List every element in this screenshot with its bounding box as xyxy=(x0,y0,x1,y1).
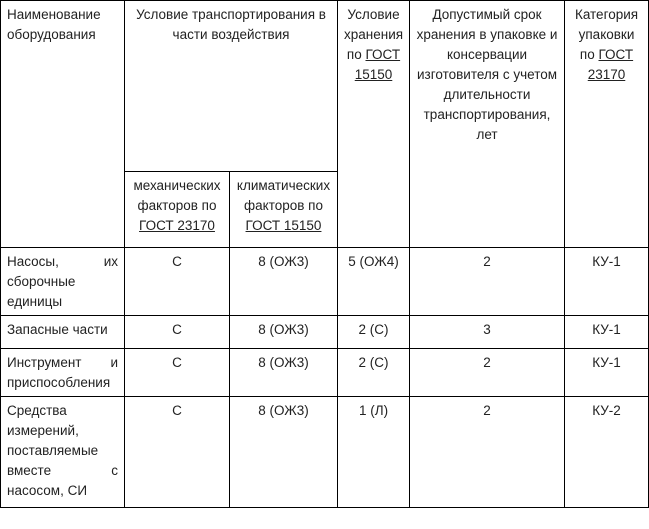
header-row xyxy=(1,1,649,172)
gost-15150-link[interactable]: ГОСТ 15150 xyxy=(245,218,322,233)
cell-equipment-name: Запасные части xyxy=(1,316,125,349)
cell-climatic: 8 (ОЖ3) xyxy=(230,349,338,397)
gost-15150-link[interactable]: ГОСТ 15150 xyxy=(354,47,401,82)
gost-23170-link[interactable]: ГОСТ 23170 xyxy=(139,218,215,233)
table-row xyxy=(1,349,649,397)
header-mechanical-factors: механических факторов по ГОСТ 23170 xyxy=(125,172,230,248)
cell-mechanical: С xyxy=(125,397,230,508)
header-package-category: Категория упаковки по ГОСТ 23170 xyxy=(565,1,649,248)
cell-climatic: 8 (ОЖ3) xyxy=(230,397,338,508)
cell-storage: 2 (С) xyxy=(338,349,410,397)
table-row xyxy=(1,397,649,508)
cell-package: КУ-1 xyxy=(565,349,649,397)
header-climatic-factors: климатических факторов по ГОСТ 15150 xyxy=(230,172,338,248)
cell-term: 2 xyxy=(410,248,565,316)
cell-mechanical: С xyxy=(125,349,230,397)
cell-term: 2 xyxy=(410,397,565,508)
table-row xyxy=(1,316,649,349)
header-equipment-name: Наименование оборудования xyxy=(1,1,125,248)
header-storage-condition: Условие хранения по ГОСТ 15150 xyxy=(338,1,410,248)
cell-term: 3 xyxy=(410,316,565,349)
table-row xyxy=(1,248,649,316)
cell-storage: 5 (ОЖ4) xyxy=(338,248,410,316)
cell-equipment-name: Инструмент и приспособления xyxy=(1,349,125,397)
cell-package: КУ-1 xyxy=(565,316,649,349)
cell-package: КУ-1 xyxy=(565,248,649,316)
cell-term: 2 xyxy=(410,349,565,397)
cell-storage: 1 (Л) xyxy=(338,397,410,508)
cell-climatic: 8 (ОЖ3) xyxy=(230,316,338,349)
cell-climatic: 8 (ОЖ3) xyxy=(230,248,338,316)
cell-mechanical: С xyxy=(125,316,230,349)
cell-storage: 2 (С) xyxy=(338,316,410,349)
gost-23170-link[interactable]: ГОСТ 23170 xyxy=(587,47,634,82)
header-transport-condition: Условие транспортирования в части воздействия xyxy=(125,1,338,172)
cell-mechanical: С xyxy=(125,248,230,316)
header-storage-term: Допустимый срок хранения в упаковке и консервации изготовителя с учетом длительности транспортирования, лет xyxy=(410,1,565,248)
cell-package: КУ-2 xyxy=(565,397,649,508)
cell-equipment-name: Средства измерений, поставляемые вместе с насосом, СИ xyxy=(1,397,125,508)
cell-equipment-name: Насосы, их сборочные единицы xyxy=(1,248,125,316)
